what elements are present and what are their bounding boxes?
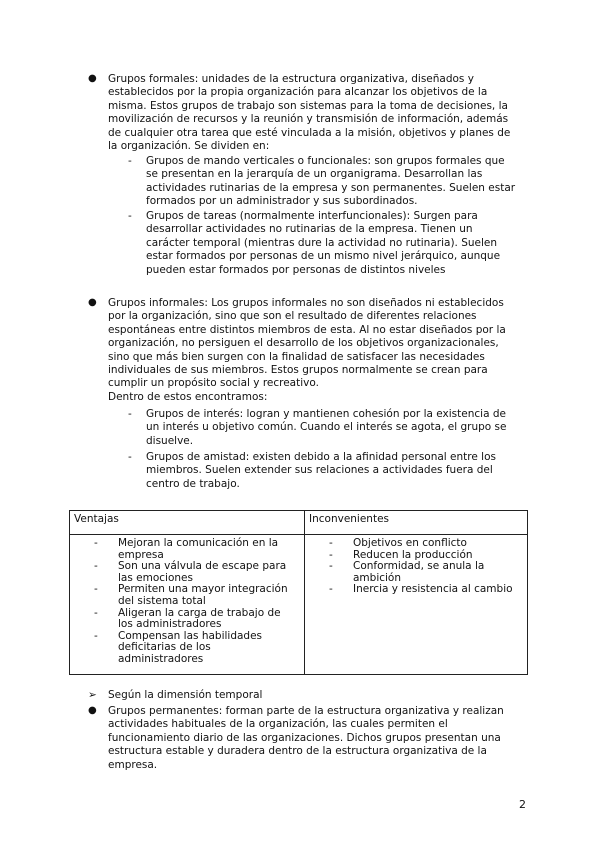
text-line: actividades rutinarias de la empresa y son permanentes. Suelen estar [146, 181, 516, 194]
header-ventajas: Ventajas [70, 511, 305, 535]
paragraph-grupos-formales [108, 73, 528, 153]
subitem-grupos-de-mando [146, 155, 526, 209]
text-line: actividades habituales de la organización, las cuales permiten el [108, 718, 448, 731]
dash-marker: - [128, 155, 132, 167]
text-line: pueden estar formados por personas de distintos niveles [146, 263, 446, 276]
text-line: formados por un administrador y sus subordinados. [146, 195, 418, 208]
text-line: individuales de sus miembros. Estos grupos normalmente se crean para [108, 364, 488, 377]
list-item: - Inercia y resistencia al cambio [305, 584, 527, 596]
text-line: funcionamiento diario de las organizaciones. Dichos grupos presentan una [108, 731, 501, 744]
list-item: - Reducen la producción [305, 550, 527, 562]
text-line: misma. Estos grupos de trabajo son sistemas para la toma de decisiones, la [108, 99, 508, 112]
text-line: Reducen la producción [353, 548, 473, 561]
ventajas-cell [70, 535, 305, 675]
text-line: Grupos de mando verticales o funcionales: son grupos formales que [146, 155, 505, 167]
text-line: Dentro de estos encontramos: [108, 390, 268, 403]
text-line: Inercia y resistencia al cambio [353, 583, 513, 596]
text-line: los administradores [118, 618, 222, 631]
text-line: centro de trabajo. [146, 477, 240, 490]
ventajas-inconvenientes-table [69, 510, 528, 675]
text-line: espontáneas entre distintos miembros de esta. Al no estar diseñados por la [108, 323, 506, 336]
text-line: miembros. Suelen extender sus relaciones a actividades fuera del [146, 464, 493, 477]
list-item: - Compensan las habilidades deficitarias de los administradores [70, 631, 304, 666]
header-inconvenientes: Inconvenientes [305, 511, 528, 535]
text-line: se presentan en la jerarquía de un organigrama. Desarrollan las [146, 168, 483, 181]
arrow-icon: ➢ [88, 689, 97, 701]
text-line: por la organización, sino que son el resultado de diferentes relaciones [108, 310, 477, 323]
text-line: de cualquier otra tarea que esté vinculada a la misión, objetivos y planes de [108, 126, 511, 139]
list-item: - Objetivos en conflicto [305, 538, 527, 550]
subitem-grupos-de-amistad [146, 451, 526, 491]
text-line: deficitarias de los [118, 641, 211, 654]
text-line: empresa. [108, 758, 158, 771]
text-line: Grupos formales: unidades de la estructura organizativa, diseñados y [108, 73, 474, 85]
ventajas-list [70, 538, 304, 666]
list-item: - Aligeran la carga de trabajo de los administradores [70, 608, 304, 631]
dash-marker: - [128, 210, 132, 222]
text-line: administradores [118, 652, 204, 665]
text-line: Compensan las habilidades [118, 629, 263, 642]
text-line: un interés u objetivo común. Cuando el interés se agota, el grupo se [146, 421, 507, 434]
text-line: cumplir un propósito social y recreativo. [108, 377, 319, 390]
bullet-icon: ● [88, 297, 97, 308]
text-line: Grupos de interés: logran y mantienen cohesión por la existencia de [146, 408, 506, 420]
text-line: la organización. Se dividen en: [108, 140, 270, 153]
dash-marker: - [128, 408, 132, 420]
text-line: disuelve. [146, 434, 194, 447]
text-line: Grupos de tareas (normalmente interfuncionales): Surgen para [146, 210, 478, 222]
text-line: las emociones [118, 571, 193, 584]
text-line: Son una válvula de escape para [118, 560, 287, 573]
text-line: movilización de recursos y la reunión y transmisión de información, además [108, 113, 509, 126]
text-line: Grupos informales: Los grupos informales no son diseñados ni establecidos [108, 297, 504, 309]
inconvenientes-list [305, 538, 527, 596]
text-line: ambición [353, 571, 402, 584]
text-line: estructura estable y duradera dentro de la estructura organizativa de la [108, 745, 487, 758]
subitem-grupos-de-interes [146, 408, 526, 448]
text-line: del sistema total [118, 594, 206, 607]
text-line: establecidos por la propia organización para alcanzar los objetivos de la [108, 86, 488, 99]
inconvenientes-cell [305, 535, 528, 675]
dash-marker: - [128, 451, 132, 463]
paragraph-grupos-informales [108, 297, 528, 404]
text-line: carácter temporal (mientras dure la actividad no rutinaria). Suelen [146, 236, 498, 249]
text-line: Conformidad, se anula la [353, 560, 485, 573]
text-line: Grupos de amistad: existen debido a la afinidad personal entre los [146, 451, 496, 463]
bullet-icon: ● [88, 73, 97, 84]
text-line: Mejoran la comunicación en la [118, 537, 279, 549]
text-line: empresa [118, 548, 164, 561]
list-item: - Mejoran la comunicación en la empresa [70, 538, 304, 561]
section-heading-dimension-temporal: Según la dimensión temporal [108, 689, 263, 701]
bullet-icon: ● [88, 705, 97, 716]
text-line: estar formados por personas de un mismo nivel jerárquico, aunque [146, 250, 501, 263]
text-line: Aligeran la carga de trabajo de [118, 606, 281, 619]
paragraph-grupos-permanentes [108, 705, 528, 772]
text-line: sino que más bien surgen con la finalidad de satisfacer las necesidades [108, 350, 485, 363]
page-number: 2 [519, 798, 526, 811]
text-line: Permiten una mayor integración [118, 583, 288, 596]
text-line: organización, no persiguen el desarrollo de los objetivos organizacionales, [108, 337, 499, 350]
list-item: - Son una válvula de escape para las emociones [70, 561, 304, 584]
list-item: - Conformidad, se anula la ambición [305, 561, 527, 584]
list-item: - Permiten una mayor integración del sistema total [70, 584, 304, 607]
text-line: desarrollar actividades no rutinarias de la empresa. Tienen un [146, 223, 473, 236]
subitem-grupos-de-tareas [146, 210, 526, 277]
text-line: Objetivos en conflicto [353, 537, 467, 549]
text-line: Grupos permanentes: forman parte de la estructura organizativa y realizan [108, 705, 504, 717]
